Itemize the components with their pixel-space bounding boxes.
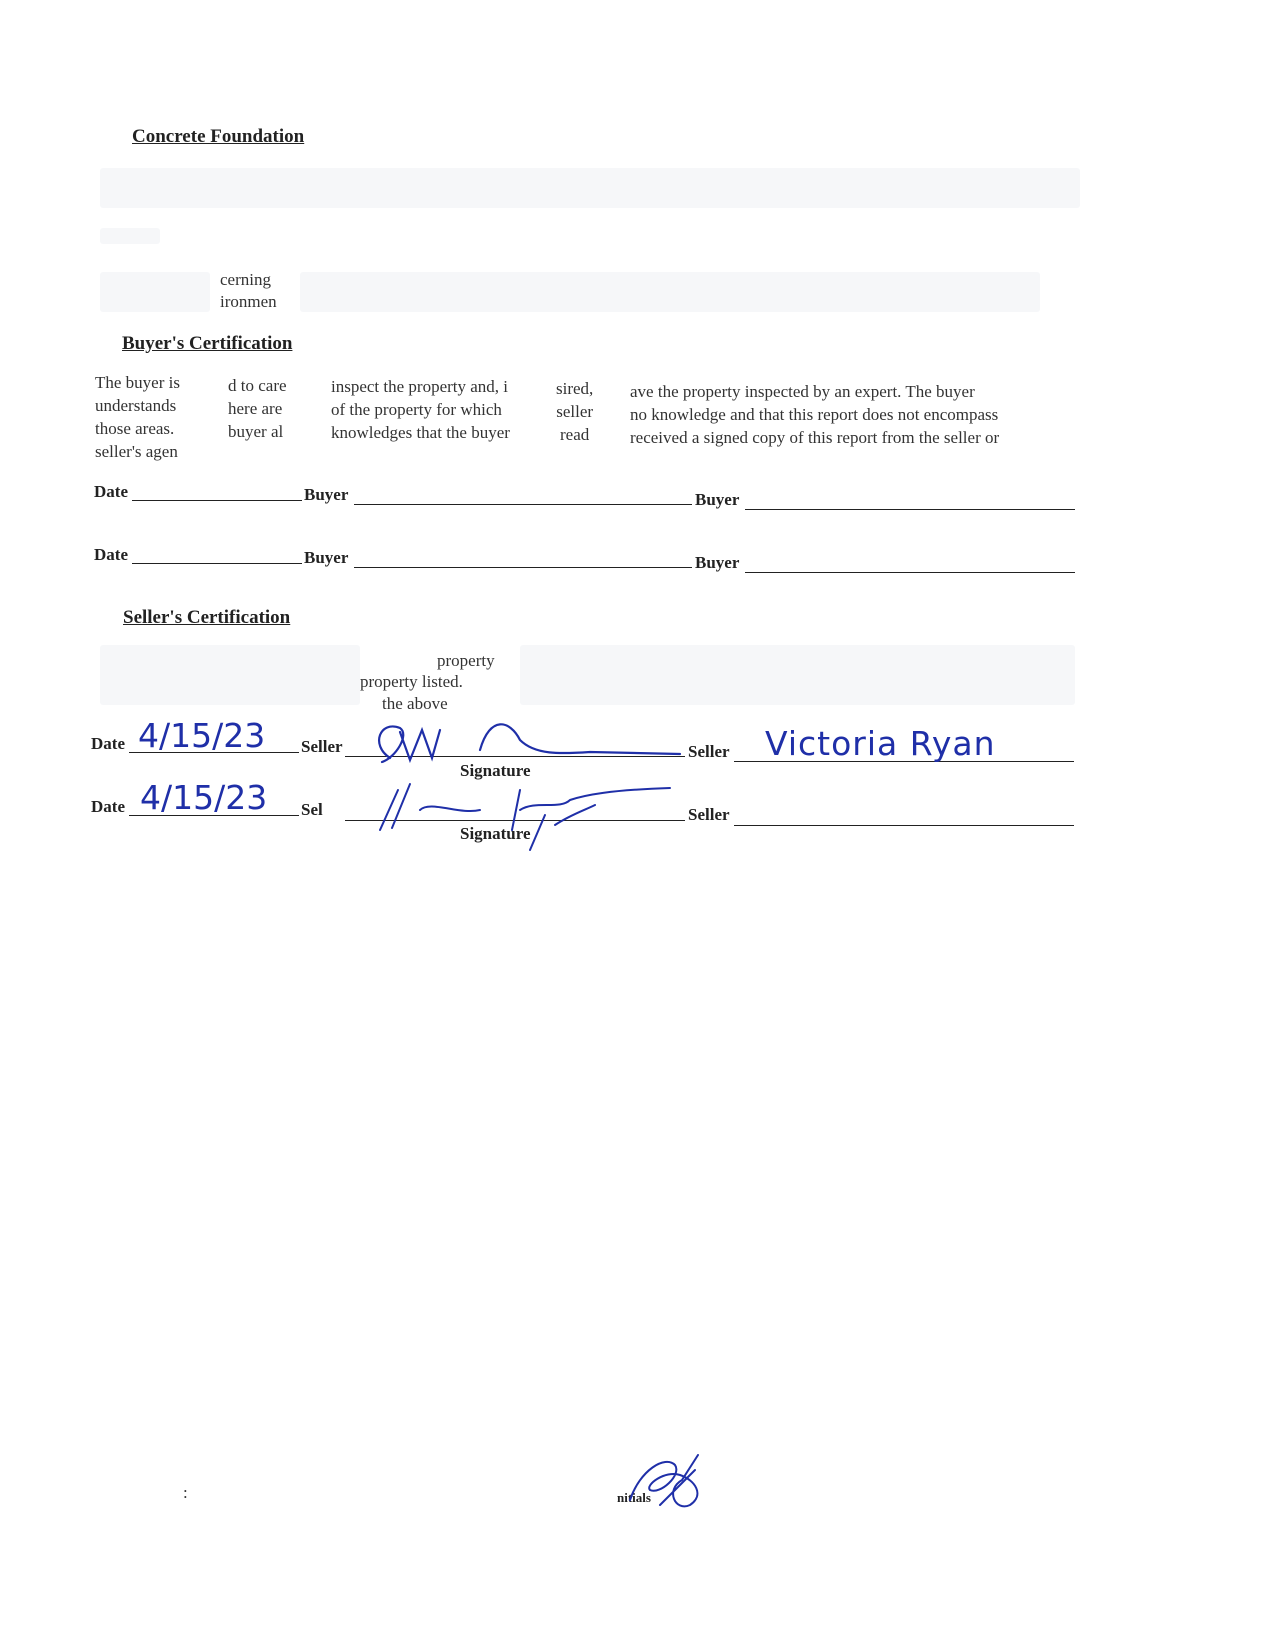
initials-label: nitials (617, 1490, 651, 1505)
redacted-text (520, 645, 1075, 705)
text-fragment: property (437, 651, 495, 670)
section-heading-buyers-certification: Buyer's Certification (122, 333, 293, 354)
redacted-text (100, 228, 160, 244)
date-field[interactable] (132, 563, 302, 564)
section-heading-sellers-certification: Seller's Certification (123, 607, 291, 628)
seller-label: Seller (688, 805, 730, 824)
date-label: Date (91, 734, 125, 753)
buyer-text-col1: The buyer is understands those areas. seller's agen (95, 373, 180, 461)
signature-caption: Signature (460, 824, 531, 843)
buyer-text-col3: inspect the property and, i of the property for which knowledges that the buyer (331, 377, 510, 442)
buyer-text-col2: d to care here are buyer al (228, 376, 287, 441)
text-fragment: property listed. (360, 672, 463, 691)
seller-label: Sel (301, 800, 323, 819)
redacted-text (100, 645, 360, 705)
section-heading-concrete-foundation: Concrete Foundation (132, 126, 305, 147)
redacted-text (100, 168, 1080, 208)
buyer-signature-field[interactable] (354, 567, 692, 568)
date-label: Date (91, 797, 125, 816)
date-field[interactable] (132, 500, 302, 501)
buyer-label: Buyer (695, 553, 740, 572)
seller-signature-field[interactable] (734, 825, 1074, 826)
handwritten-initials (620, 1450, 710, 1520)
handwritten-signature-2 (370, 770, 690, 850)
text-fragment: cerning (220, 270, 271, 289)
footer-colon: : (183, 1483, 188, 1502)
buyer-signature-field[interactable] (354, 504, 692, 505)
handwritten-date: 4/15/23 (140, 778, 268, 817)
buyer-text-col5: ave the property inspected by an expert. The buyer no knowledge and that this report does not encompass received a signed copy of this report from the seller or (630, 382, 1000, 447)
buyer-label: Buyer (695, 490, 740, 509)
seller-label: Seller (301, 737, 343, 756)
redacted-text (100, 272, 210, 312)
buyer-signature-field[interactable] (745, 572, 1075, 573)
signature-caption: Signature (460, 761, 531, 780)
redacted-text (300, 272, 1040, 312)
buyer-label: Buyer (304, 548, 349, 567)
seller-label: Seller (688, 742, 730, 761)
handwritten-date: 4/15/23 (138, 716, 266, 755)
buyer-text-col4: sired, seller read (556, 379, 594, 444)
text-fragment: the above (382, 694, 448, 713)
buyer-label: Buyer (304, 485, 349, 504)
handwritten-seller-name: Victoria Ryan (765, 724, 996, 763)
date-label: Date (94, 545, 128, 564)
date-label: Date (94, 482, 128, 501)
text-fragment: ironmen (220, 292, 277, 311)
buyer-signature-field[interactable] (745, 509, 1075, 510)
